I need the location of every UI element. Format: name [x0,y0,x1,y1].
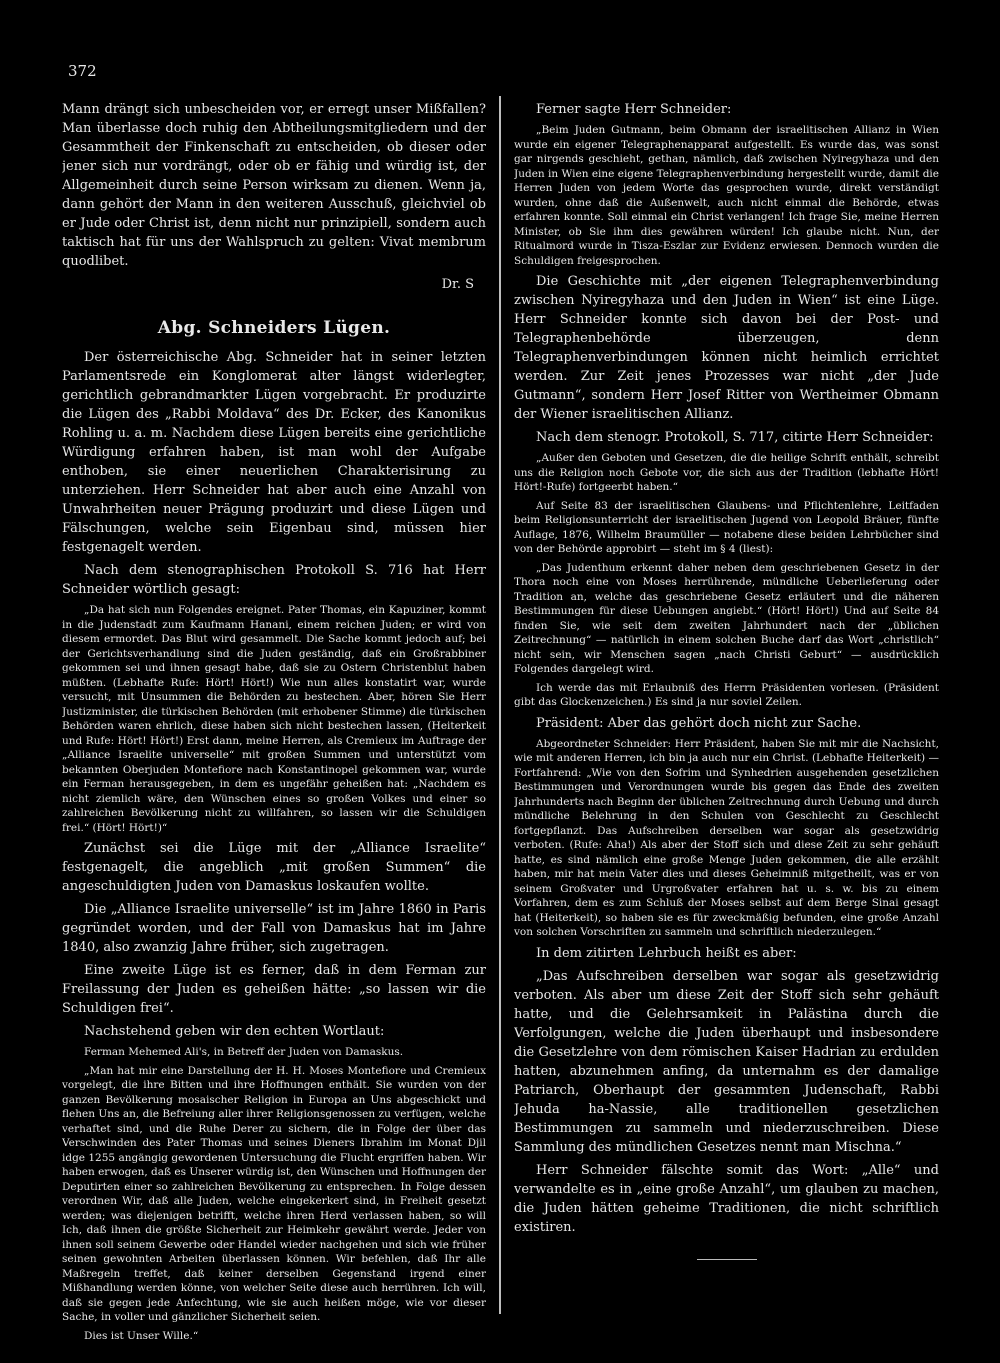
paragraph: Die Geschichte mit „der eigenen Telegraphenverbindung zwischen Nyiregyhaza und den Juden in Wien“ ist eine Lüge. Herr Schneider konnte sich davon bei der Post- und Telegraphenbehörde überzeugen, denn Telegraphenverbindungen können nicht heimlich errichtet werden. Zur Zeit jenes Prozesses war nicht „der Jude Gutmann“, sondern Herr Josef Ritter von Wertheimer Obmann der Wiener israelitischen Allianz. [514,274,939,422]
quotation: „Das Judenthum erkennt daher neben dem geschriebenen Gesetz in der Thora noch eine von Moses herrührende, mündliche Ueberlieferung oder Tradition an, welche das geschriebene Gesetz erläutert und die näheren Bestimmungen für diese Uebungen angiebt.“ (Hört! Hört!) Und auf Seite 84 finden Sie, wie seit dem zweiten Jahrhundert nach der „üblichen Zeitrechnung“ — natürlich in einem solchen Buche darf das Wort „christlich“ nicht sein, wir Menschen sagen „nach Christi Geburt“ — ausdrücklich Folgendes dargelegt wird. [514,561,939,675]
paragraph: Nach dem stenographischen Protokoll S. 716 hat Herr Schneider wörtlich gesagt: [62,563,486,597]
paragraph: Zunächst sei die Lüge mit der „Alliance Israelite“ festgenagelt, die angeblich „mit großen Summen“ die angeschuldigten Juden von Damaskus loskaufen wollte. [62,841,486,894]
paragraph: Präsident: Aber das gehört doch nicht zur Sache. [536,715,862,731]
paragraph: Nach dem stenogr. Protokoll, S. 717, citirte Herr Schneider: [536,430,934,445]
paragraph: Nachstehend geben wir den echten Wortlaut: [84,1024,385,1039]
quotation: Abgeordneter Schneider: Herr Präsident, haben Sie mit mir die Nachsicht, wie mit anderen Herren, ich bin ja auch nur ein Christ. (Lebhafte Heiterkeit) — Fortfahrend: „Wie von den Sofrim und Synhedrien ausgehenden gesetzlichen Bestimmungen und Verordnungen wurde bis gegen das Ende des zweiten Jahrhunderts nach Beginn der üblichen Zeitrechnung durch Uebung und durch mündliche Belehrung in den Schulen von Geschlecht zu Geschlecht fortgepflanzt. Das Aufschreiben derselben war sogar als gesetzwidrig verboten. (Rufe: Aha!) Als aber der Stoff sich und diese Zeit zu sehr gehäuft hatte, es sind nämlich eine große Menge Juden gekommen, die alle erzählt haben, mir hat mein Vater dies und dieses Geheimniß mitgetheilt, was er von seinem Großvater und Urgroßvater erfahren hat u. s. w. bis zu einem Vorfahren, dem es zum Schluß der Moses selbst auf dem Berge Sinai gesagt hat (Heiterkeit), so haben sie es für zweckmäßig befunden, eine große Anzahl von solchen Vorschriften zu sammeln und schriftlich niederzulegen.“ [514,737,939,938]
quotation: „Außer den Geboten und Gesetzen, die die heilige Schrift enthält, schreibt uns die Religion noch Gebote vor, die sich aus der Tradition (lebhafte Hört! Hört!-Rufe) fortgeerbt haben.“ [514,452,939,493]
paragraph: Eine zweite Lüge ist es ferner, daß in dem Ferman zur Freilassung der Juden es geheißen hätte: „so lassen wir die Schuldigen frei“. [62,963,486,1016]
paragraph: In dem zitirten Lehrbuch heißt es aber: [536,945,797,961]
quotation: Auf Seite 83 der israelitischen Glaubens- und Pflichtenlehre, Leitfaden beim Religionsunterricht der israelitischen Jugend von Leopold Bräuer, fünfte Auflage, 1876, Wilhelm Braumüller — notabene diese beiden Lehrbücher sind von der Behörde approbirt — steht im § 4 (liest): [514,499,939,555]
paragraph: Herr Schneider fälschte somit das Wort: „Alle“ und verwandelte es in „eine große Anzahl“, um glauben zu machen, die Juden hätten geheime Traditionen, die nicht schriftlich existiren. [514,1162,939,1235]
quotation-end: Dies ist Unser Wille.“ [84,1329,199,1342]
paragraph: Ferner sagte Herr Schneider: [536,102,732,117]
right-column [514,100,939,1260]
paragraph: „Das Aufschreiben derselben war sogar als gesetzwidrig verboten. Als aber um diese Zeit der Stoff sich sehr gehäuft hatte, und die Gelehrsamkeit in Palästina durch die Verfolgungen, welche die Juden überhaupt und insbesondere die Gesetzlehre von dem römischen Kaiser Hadrian zu erdulden hatten, abzunehmen anfing, da unternahm es der damalige Patriarch, Oberhaupt der gesammten Judenschaft, Rabbi Jehuda ha-Nassie, alle traditionellen gesetzlichen Bestimmungen zu sammeln und niederzuschreiben. Diese Sammlung des mündlichen Gesetzes nennt man Mischna.“ [514,968,939,1155]
signature: Dr. S [441,277,474,292]
left-column [62,100,486,1347]
quotation: „Man hat mir eine Darstellung der H. H. Moses Montefiore und Cremieux vorgelegt, die ihre Bitten und ihre Hoffnungen enthält. Sie wurden von der ganzen Bevölkerung mosaischer Religion in Europa an Uns abgeschickt und flehen Uns an, die Befreiung aller ihrer Religionsgenossen zu verfügen, welche verhaftet sind, und die Ruhe Derer zu sichern, die in Folge der über das Verschwinden des Pater Thomas und seines Dieners Ibrahim im Monat Djil idge 1255 angängig gewordenen Untersuchung die Flucht ergriffen haben. Wir haben erwogen, daß es Unserer würdig ist, den Wünschen und Hoffnungen der Deputirten einer so zahlreichen Bevölkerung zu entsprechen. In Folge dessen verordnen Wir, daß alle Juden, welche eingekerkert sind, in Freiheit gesetzt werden; was diejenigen betrifft, welche ihren Herd verlassen haben, so will Ich, daß ihnen die größte Sicherheit zur Heimkehr gewährt werde. Jeder von ihnen soll seinem Gewerbe oder Handel wieder nachgehen und sich wie früher seinen gewohnten Arbeiten überlassen können. Wir befehlen, daß Ihr alle Maßregeln treffet, daß keiner derselben Gegenstand irgend einer Mißhandlung werden könne, von welcher Seite diese auch herrühren. Ich will, daß sie gegen jede Anfechtung, wie sie auch heißen möge, wie vor dieser Sache, in voller und gänzlicher Sicherheit seien. [62,1064,486,1323]
ferman-title: Ferman Mehemed Ali's, in Betreff der Juden von Damaskus. [84,1046,404,1058]
intro-paragraph: Mann drängt sich unbescheiden vor, er erregt unser Mißfallen? Man überlasse doch ruhig den Abtheilungsmitgliedern und der Gesammtheit der Finkenschaft zu entscheiden, ob dieser oder jener sich nur vordrängt, oder ob er fähig und würdig ist, der Allgemeinheit durch seine Person wirksam zu dienen. Wenn ja, dann gehört der Mann in den weiteren Ausschuß, gleichviel ob er Jude oder Christ ist, denn nicht nur prinzipiell, sondern auch taktisch hat für uns der Wahlspruch zu gelten: Vivat membrum quodlibet. [62,102,486,269]
paragraph: Die „Alliance Israelite universelle“ ist im Jahre 1860 in Paris gegründet worden, und der Fall von Damaskus hat im Jahre 1840, also zwanzig Jahre früher, sich zugetragen. [62,902,486,955]
column-divider [499,96,501,1314]
page-number: 372 [68,62,97,80]
quotation: Ich werde das mit Erlaubniß des Herrn Präsidenten vorlesen. (Präsident gibt das Glockenzeichen.) Es sind ja nur soviel Zeilen. [514,681,939,708]
quotation: „Da hat sich nun Folgendes ereignet. Pater Thomas, ein Kapuziner, kommt in die Judenstadt zum Kaufmann Hanani, einem reichen Juden; er wird von diesem ermordet. Das Blut wird gesammelt. Die Sache kommt jedoch auf; bei der Gerichtsverhandlung sind die Juden geständig, daß ein Großrabbiner gekommen sei und ihnen gesagt habe, daß sie zu Ostern Christenblut haben müßten. (Lebhafte Rufe: Hört! Hört!) Wie nun alles konstatirt war, wurde versucht, mit Unsummen die Behörden zu bestechen. Aber, hören Sie Herr Justizminister, die türkischen Behörden (mit erhobener Stimme) die türkischen Behörden waren ehrlich, diese haben sich nicht bestechen lassen, (Heiterkeit und Rufe: Hört! Hört!) Erst dann, meine Herren, als Cremieux im Auftrage der „Alliance Israelite universelle“ mit großen Summen und unterstützt vom bekannten Oberjuden Montefiore nach Konstantinopel gekommen war, wurde ein Ferman herausgegeben, in dem es ungefähr geheißen hat: „Nachdem es nicht ziemlich wäre, den Wünschen eines so großen Volkes und einer so zahlreichen Bevölkerung nicht zu willfahren, so lassen wir die Schuldigen frei.“ (Hört! Hört!)“ [62,604,486,834]
end-rule [697,1259,757,1260]
paragraph: Der österreichische Abg. Schneider hat in seiner letzten Parlamentsrede ein Konglomerat alter längst widerlegter, gerichtlich gebrandmarkter Lügen vorgebracht. Er produzirte die Lügen des „Rabbi Moldava“ des Dr. Ecker, des Kanonikus Rohling u. a. m. Nachdem diese Lügen bereits eine gerichtliche Würdigung erfahren haben, ist man wohl der Aufgabe enthoben, sie einer neuerlichen Charakterisirung zu unterziehen. Herr Schneider hat aber auch eine Anzahl von Unwahrheiten neuer Prägung produzirt und diese Lügen und Fälschungen, welche sein Eigenbau sind, müssen hier festgenagelt werden. [62,350,486,555]
quotation: „Beim Juden Gutmann, beim Obmann der israelitischen Allianz in Wien wurde ein eigener Telegraphenapparat aufgestellt. Es wurde das, was sonst gar nirgends geschieht, gethan, nämlich, daß zwischen Nyiregyhaza und den Juden in Wien eine eigene Telegraphenverbindung hergestellt wurde, damit die Herren Juden von jedem Worte das gesprochen wurde, direkt verständigt wurden, ohne daß die Außenwelt, auch nicht einmal die Behörde, etwas erfahren konnte. Soll einmal ein Christ verlangen! Ich frage Sie, meine Herren Minister, ob Sie ihm dies gewähren würden! Ich glaube nicht. Nun, der Ritualmord wurde in Tisza-Eszlar zur Evidenz erwiesen. Dennoch wurden die Schuldigen freigesprochen. [514,124,939,267]
article-heading: Abg. Schneiders Lügen. [157,318,391,338]
